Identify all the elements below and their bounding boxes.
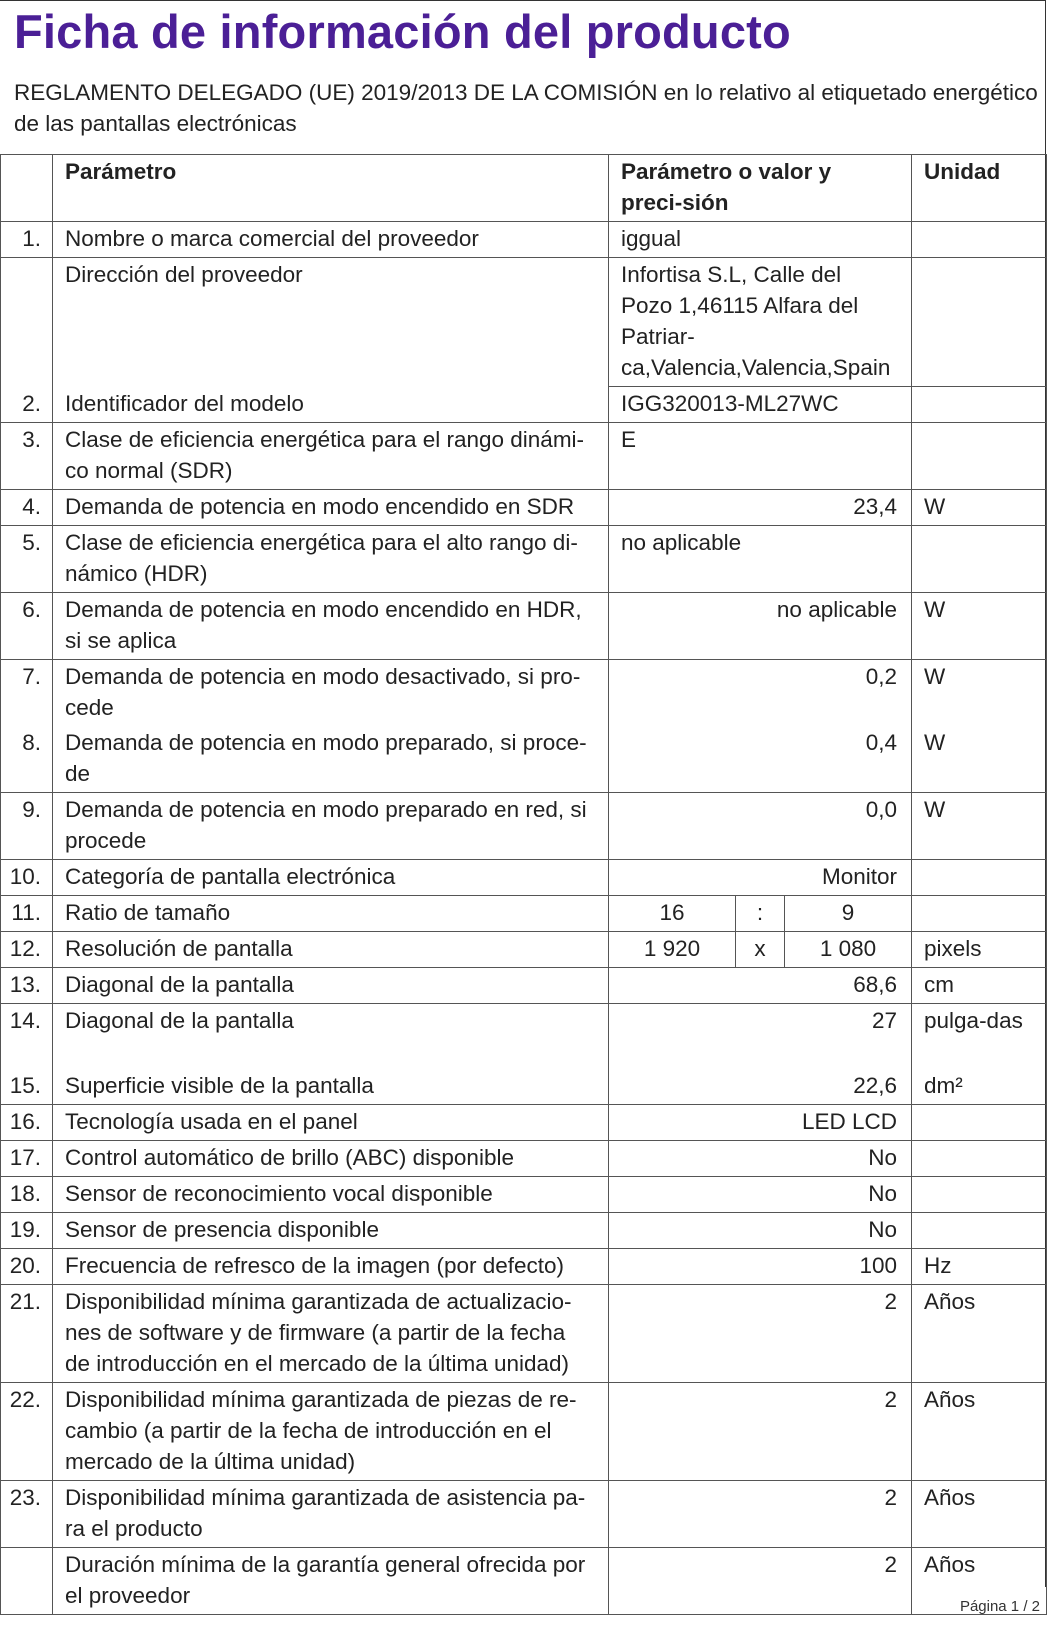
row-unit	[912, 1212, 1047, 1248]
row-label: Resolución de pantalla	[53, 932, 609, 968]
table-row	[1, 726, 1047, 793]
row-number: 1.	[1, 222, 53, 258]
row-unit: W	[912, 593, 1047, 660]
row-unit: pixels	[912, 932, 1047, 968]
table-row	[1, 222, 1047, 258]
table-row	[1, 258, 1047, 387]
ratio-separator: :	[736, 896, 785, 932]
row-value: no aplicable	[609, 526, 912, 593]
row-label: Disponibilidad mínima garantizada de piezas de re-cambio (a partir de la fecha de introducción en el mercado de la última unidad)	[53, 1382, 609, 1480]
table-row	[1, 968, 1047, 1004]
row-number: 12.	[1, 932, 53, 968]
row-number: 3.	[1, 423, 53, 490]
table-row	[1, 1284, 1047, 1382]
table-row	[1, 793, 1047, 860]
row-unit: Años	[912, 1480, 1047, 1547]
table-row	[1, 490, 1047, 526]
row-value: 0,4	[609, 726, 912, 793]
resolution-width: 1 920	[609, 932, 736, 968]
row-label: Duración mínima de la garantía general ofrecida por el proveedor	[53, 1547, 609, 1614]
table-row	[1, 660, 1047, 727]
row-unit: Años	[912, 1547, 1047, 1614]
row-value: Infortisa S.L, Calle del Pozo 1,46115 Alfara del Patriar-ca,Valencia,Valencia,Spain	[609, 258, 912, 387]
row-unit	[912, 860, 1047, 896]
header-param: Parámetro	[53, 155, 609, 222]
row-unit: dm²	[912, 1069, 1047, 1105]
row-value: 2	[609, 1480, 912, 1547]
row-value: No	[609, 1140, 912, 1176]
row-unit: Años	[912, 1284, 1047, 1382]
row-unit	[912, 526, 1047, 593]
row-number: 11.	[1, 896, 53, 932]
row-number: 15.	[1, 1069, 53, 1105]
table-row	[1, 387, 1047, 423]
ratio-height: 9	[785, 896, 912, 932]
table-row	[1, 1382, 1047, 1480]
resolution-separator: x	[736, 932, 785, 968]
row-unit: Años	[912, 1382, 1047, 1480]
row-value: No	[609, 1212, 912, 1248]
row-unit	[912, 1104, 1047, 1140]
row-number: 22.	[1, 1382, 53, 1480]
table-row	[1, 1480, 1047, 1547]
row-unit	[912, 387, 1047, 423]
table-row	[1, 1547, 1047, 1614]
row-unit: W	[912, 660, 1047, 727]
row-unit: W	[912, 726, 1047, 793]
row-number: 14.	[1, 1004, 53, 1069]
row-number	[1, 1547, 53, 1614]
row-unit	[912, 423, 1047, 490]
row-label: Demanda de potencia en modo desactivado, si pro-cede	[53, 660, 609, 727]
row-number: 21.	[1, 1284, 53, 1382]
table-row	[1, 1212, 1047, 1248]
row-number: 18.	[1, 1176, 53, 1212]
row-value: 0,2	[609, 660, 912, 727]
row-label: Frecuencia de refresco de la imagen (por defecto)	[53, 1248, 609, 1284]
row-number: 16.	[1, 1104, 53, 1140]
row-value: no aplicable	[609, 593, 912, 660]
table-row	[1, 932, 1047, 968]
resolution-height: 1 080	[785, 932, 912, 968]
table-row	[1, 1069, 1047, 1105]
row-label: Demanda de potencia en modo encendido en HDR, si se aplica	[53, 593, 609, 660]
row-unit	[912, 222, 1047, 258]
row-value: 2	[609, 1547, 912, 1614]
row-value: 68,6	[609, 968, 912, 1004]
row-label: Tecnología usada en el panel	[53, 1104, 609, 1140]
row-number: 19.	[1, 1212, 53, 1248]
row-unit: pulga-das	[912, 1004, 1047, 1069]
row-value: 27	[609, 1004, 912, 1069]
row-unit: W	[912, 793, 1047, 860]
row-number: 8.	[1, 726, 53, 793]
row-number: 4.	[1, 490, 53, 526]
row-label: Nombre o marca comercial del proveedor	[53, 222, 609, 258]
row-unit	[912, 1176, 1047, 1212]
row-unit: cm	[912, 968, 1047, 1004]
table-row	[1, 1104, 1047, 1140]
header-num-cell	[1, 155, 53, 222]
header-unit: Unidad	[912, 155, 1047, 222]
row-unit	[912, 258, 1047, 387]
row-number: 5.	[1, 526, 53, 593]
row-number: 9.	[1, 793, 53, 860]
row-number: 2.	[1, 387, 53, 423]
table-row	[1, 526, 1047, 593]
row-value: E	[609, 423, 912, 490]
row-number: 6.	[1, 593, 53, 660]
table-row	[1, 1004, 1047, 1069]
row-number: 20.	[1, 1248, 53, 1284]
row-value: IGG320013-ML27WC	[609, 387, 912, 423]
row-unit	[912, 1140, 1047, 1176]
row-value: LED LCD	[609, 1104, 912, 1140]
product-info-table	[0, 154, 1047, 1615]
row-value: 2	[609, 1382, 912, 1480]
row-number: 10.	[1, 860, 53, 896]
row-label: Clase de eficiencia energética para el alto rango di-námico (HDR)	[53, 526, 609, 593]
table-row	[1, 423, 1047, 490]
ratio-width: 16	[609, 896, 736, 932]
page-title: Ficha de información del producto	[14, 5, 791, 58]
table-row	[1, 593, 1047, 660]
row-label: Demanda de potencia en modo encendido en SDR	[53, 490, 609, 526]
row-value: 23,4	[609, 490, 912, 526]
row-label: Disponibilidad mínima garantizada de actualizacio-nes de software y de firmware (a partir de la fecha de introducción en el mercado de la última unidad)	[53, 1284, 609, 1382]
row-label: Disponibilidad mínima garantizada de asistencia pa-ra el producto	[53, 1480, 609, 1547]
row-label: Dirección del proveedor	[53, 258, 609, 387]
row-unit	[912, 896, 1047, 932]
row-number: 23.	[1, 1480, 53, 1547]
row-label: Control automático de brillo (ABC) disponible	[53, 1140, 609, 1176]
table-row	[1, 1248, 1047, 1284]
header-value: Parámetro o valor y preci-sión	[609, 155, 912, 222]
row-number	[1, 258, 53, 387]
row-value: 22,6	[609, 1069, 912, 1105]
row-label: Sensor de presencia disponible	[53, 1212, 609, 1248]
row-label: Identificador del modelo	[53, 387, 609, 423]
row-unit: Hz	[912, 1248, 1047, 1284]
row-unit: W	[912, 490, 1047, 526]
row-number: 13.	[1, 968, 53, 1004]
row-label: Ratio de tamaño	[53, 896, 609, 932]
row-label: Sensor de reconocimiento vocal disponible	[53, 1176, 609, 1212]
row-label: Demanda de potencia en modo preparado, si proce-de	[53, 726, 609, 793]
table-row	[1, 1176, 1047, 1212]
table-header-row	[1, 155, 1047, 222]
row-label: Superficie visible de la pantalla	[53, 1069, 609, 1105]
row-number: 7.	[1, 660, 53, 727]
row-value: iggual	[609, 222, 912, 258]
row-number: 17.	[1, 1140, 53, 1176]
row-label: Diagonal de la pantalla	[53, 968, 609, 1004]
row-label: Demanda de potencia en modo preparado en red, si procede	[53, 793, 609, 860]
page-number: Página 1 / 2	[959, 1598, 1040, 1615]
table-row	[1, 1140, 1047, 1176]
row-label: Clase de eficiencia energética para el rango dinámi-co normal (SDR)	[53, 423, 609, 490]
row-value: No	[609, 1176, 912, 1212]
row-label: Diagonal de la pantalla	[53, 1004, 609, 1069]
table-row	[1, 860, 1047, 896]
row-value: 0,0	[609, 793, 912, 860]
row-value: 100	[609, 1248, 912, 1284]
row-value: 2	[609, 1284, 912, 1382]
row-label: Categoría de pantalla electrónica	[53, 860, 609, 896]
table-row	[1, 896, 1047, 932]
row-value: Monitor	[609, 860, 912, 896]
regulation-subtitle: REGLAMENTO DELEGADO (UE) 2019/2013 DE LA COMISIÓN en lo relativo al etiquetado energético de las pantallas electrónicas	[14, 80, 1038, 136]
